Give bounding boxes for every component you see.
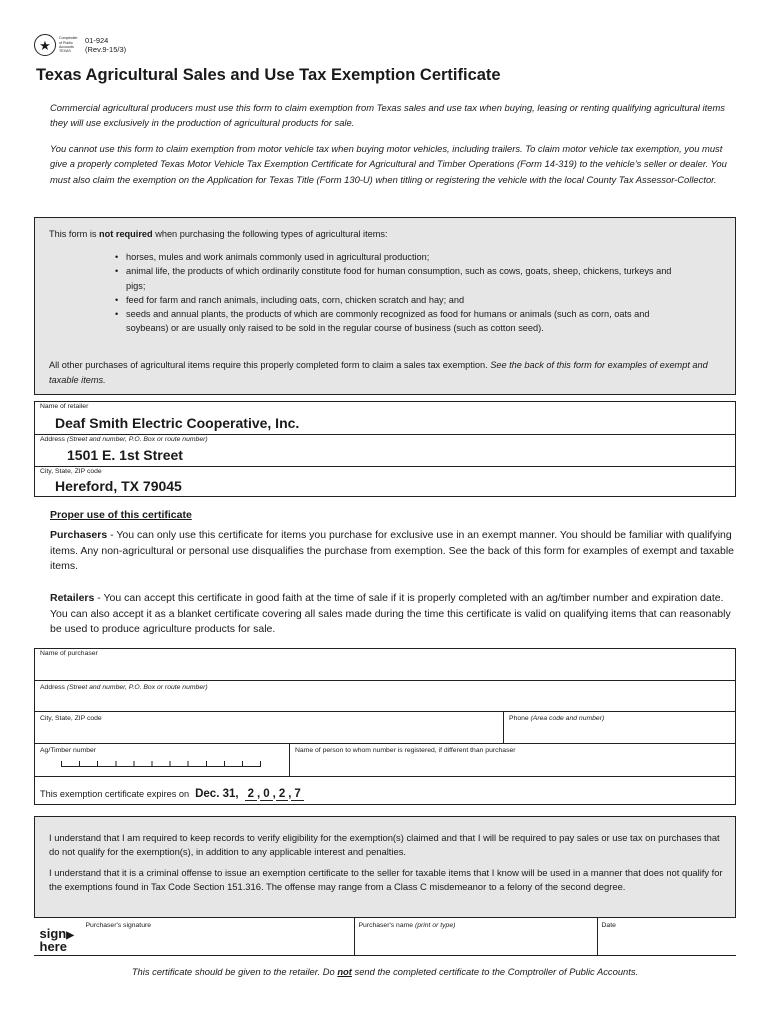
date-label: Date bbox=[601, 922, 616, 929]
purchasers-label: Purchasers bbox=[50, 529, 108, 541]
tail-italic-text: See the back of this form for examples of exempt and taxable items. bbox=[49, 360, 708, 385]
retailer-section bbox=[34, 401, 736, 497]
phone-label-hint: (Area code and number) bbox=[530, 715, 605, 722]
year-separator: , bbox=[272, 788, 276, 800]
year-digit[interactable]: 0 bbox=[260, 788, 272, 801]
list-item: • animal life, the products of which ordinarily constitute food for human consumption, such as cows, goats, sheep, chickens, turkeys and pigs; bbox=[115, 264, 675, 293]
address-label-text: Address bbox=[40, 436, 67, 443]
year-separator: , bbox=[257, 788, 261, 800]
arrow-right-icon: ▶ bbox=[66, 930, 74, 941]
not-required-lead bbox=[49, 229, 388, 239]
year-digit[interactable]: 2 bbox=[245, 788, 257, 801]
signature-row bbox=[34, 917, 736, 955]
retailer-city-value[interactable]: Hereford, TX 79045 bbox=[55, 478, 182, 494]
retailer-city-label: City, State, ZIP code bbox=[40, 468, 102, 475]
year-separator: , bbox=[288, 788, 292, 800]
retailers-text: - You can accept this certificate in good faith at the time of sale if it is properly completed with an ag/timber number and expiration date. You can also accept it as a blanket certificate covering all sales made during the time this certificate is valid on qualifying items that can reasonably be used to produce agriculture products for sale. bbox=[50, 592, 731, 635]
not-required-tail bbox=[49, 358, 729, 387]
ag-timber-number-label: Ag/Timber number bbox=[40, 747, 97, 754]
printed-name-label bbox=[359, 922, 456, 929]
retailer-name-row bbox=[35, 402, 735, 434]
retailers-label: Retailers bbox=[50, 592, 95, 604]
not-required-box bbox=[34, 217, 736, 395]
lead-text-end: when purchasing the following types of agricultural items: bbox=[152, 229, 388, 239]
here-word: here bbox=[39, 939, 67, 954]
sign-here-marker bbox=[40, 928, 74, 952]
footer-text-end: send the completed certificate to the Comptroller of Public Accounts. bbox=[351, 966, 639, 977]
lead-text: This form is bbox=[49, 229, 100, 239]
year-digit[interactable]: 7 bbox=[291, 788, 303, 801]
retailers-paragraph bbox=[50, 591, 740, 638]
not-required-list bbox=[115, 250, 675, 336]
purchaser-city-field[interactable] bbox=[35, 712, 503, 744]
purchaser-name-label: Name of purchaser bbox=[40, 650, 98, 657]
expiration-row bbox=[40, 788, 304, 801]
purchaser-signature-field[interactable] bbox=[82, 918, 354, 956]
form-id bbox=[85, 36, 126, 54]
registered-person-field[interactable] bbox=[289, 744, 735, 777]
footer-text: This certificate should be given to the retailer. Do bbox=[131, 966, 338, 977]
retailer-name-label: Name of retailer bbox=[40, 403, 89, 410]
purchaser-phone-label bbox=[509, 715, 604, 722]
purchasers-text: - You can only use this certificate for items you purchase for exclusive use in an exempt manner. You should be familiar with qualifying items. Any non-agricultural or personal use disqualifies the purchase from exemption. See the back of this form for examples of exempt and taxable items. bbox=[50, 529, 735, 572]
signature-label: Purchaser's signature bbox=[85, 922, 152, 929]
purchaser-city-label: City, State, ZIP code bbox=[40, 715, 102, 722]
footer-emphasis: not bbox=[337, 966, 352, 977]
proper-use-heading: Proper use of this certificate bbox=[50, 509, 192, 521]
intro-paragraph-1: Commercial agricultural producers must use this form to claim exemption from Texas sales and use tax when buying, leasing or renting qualifying agricultural items they will use exclusively in the production of agricultural products for sale. bbox=[50, 102, 725, 129]
footer-note bbox=[0, 966, 770, 977]
sign-word: sign bbox=[39, 926, 67, 941]
ag-number-digit-boxes[interactable] bbox=[61, 761, 261, 767]
retailer-city-row bbox=[35, 466, 735, 496]
retailer-address-label bbox=[40, 436, 208, 443]
expires-label: This exemption certificate expires on bbox=[40, 789, 190, 799]
purchaser-address-field[interactable] bbox=[35, 681, 735, 712]
address-label-hint: (Street and number, P.O. Box or route number) bbox=[66, 684, 208, 691]
purchaser-printed-name-field[interactable] bbox=[354, 918, 597, 956]
retailer-address-value[interactable]: 1501 E. 1st Street bbox=[67, 447, 183, 463]
list-item: • feed for farm and ranch animals, including oats, corn, chicken scratch and hay; and bbox=[115, 293, 675, 307]
purchaser-phone-field[interactable] bbox=[503, 712, 735, 744]
declaration-paragraph-1: I understand that I am required to keep records to verify eligibility for the exemption(s) claimed and that I will be required to pay sales or use tax on purchases that do not qualify for the exemption(s), in addition to any applicable interest and penalties. bbox=[49, 832, 720, 858]
retailer-name-value[interactable]: Deaf Smith Electric Cooperative, Inc. bbox=[55, 415, 300, 431]
printed-name-label-hint: (print or type) bbox=[414, 922, 456, 929]
tail-text: All other purchases of agricultural items require this properly completed form to claim a sales tax exemption. bbox=[49, 360, 491, 370]
form-number: 01-924 bbox=[85, 36, 109, 45]
purchaser-address-label bbox=[40, 684, 208, 691]
date-field[interactable] bbox=[597, 918, 736, 956]
address-label-text: Address bbox=[40, 684, 67, 691]
texas-star-seal-icon: ★ bbox=[34, 34, 56, 56]
ag-timber-number-field[interactable] bbox=[35, 744, 289, 777]
declaration-paragraph-2: I understand that it is a criminal offense to issue an exemption certificate to the seller for taxable items that I know will be used in a manner that does not qualify for the exemptions found in Tax Code Section 151.316. The offense may range from a Class C misdemeanor to a felony of the second degree. bbox=[49, 867, 723, 893]
intro-paragraph-2: You cannot use this form to claim exemption from motor vehicle tax when buying motor vehicles, including trailers. To claim motor vehicle tax exemption, you must give a properly completed Texas Motor Vehicle Tax Exemption Certificate for Agricultural and Timber Operations (Form 14-319) to the vehicle’s seller or dealer. You must also claim the exemption on the Application for Texas Title (Form 130-U) when titling or registering the vehicle with the local County Tax Assessor-Collector. bbox=[50, 143, 727, 185]
printed-name-label-text: Purchaser's name bbox=[358, 922, 415, 929]
lead-bold-text: not required bbox=[99, 229, 153, 239]
list-item: • horses, mules and work animals commonly used in agricultural production; bbox=[115, 250, 675, 264]
form-title: Texas Agricultural Sales and Use Tax Exemption Certificate bbox=[36, 66, 501, 84]
form-header bbox=[34, 34, 126, 56]
list-item: • seeds and annual plants, the products of which are commonly recognized as food for humans or animals (such as corn, oats and soybeans) or are usually only raised to be sold in the regular course of business (such as cotton seed). bbox=[115, 307, 675, 336]
purchaser-name-field[interactable] bbox=[35, 649, 735, 681]
retailer-address-row bbox=[35, 434, 735, 466]
expires-date: Dec. 31, bbox=[195, 788, 239, 800]
purchaser-section bbox=[34, 648, 736, 805]
agency-name: Comptroller of Public Accounts TEXAS bbox=[59, 36, 78, 54]
registered-person-label: Name of person to whom number is registered, if different than purchaser bbox=[295, 747, 516, 754]
address-label-hint: (Street and number, P.O. Box or route number) bbox=[66, 436, 208, 443]
purchasers-paragraph bbox=[50, 528, 740, 575]
phone-label-text: Phone bbox=[509, 715, 531, 722]
form-revision: (Rev.9-15/3) bbox=[85, 45, 127, 54]
year-digit[interactable]: 2 bbox=[276, 788, 288, 801]
declaration-box bbox=[34, 816, 736, 956]
